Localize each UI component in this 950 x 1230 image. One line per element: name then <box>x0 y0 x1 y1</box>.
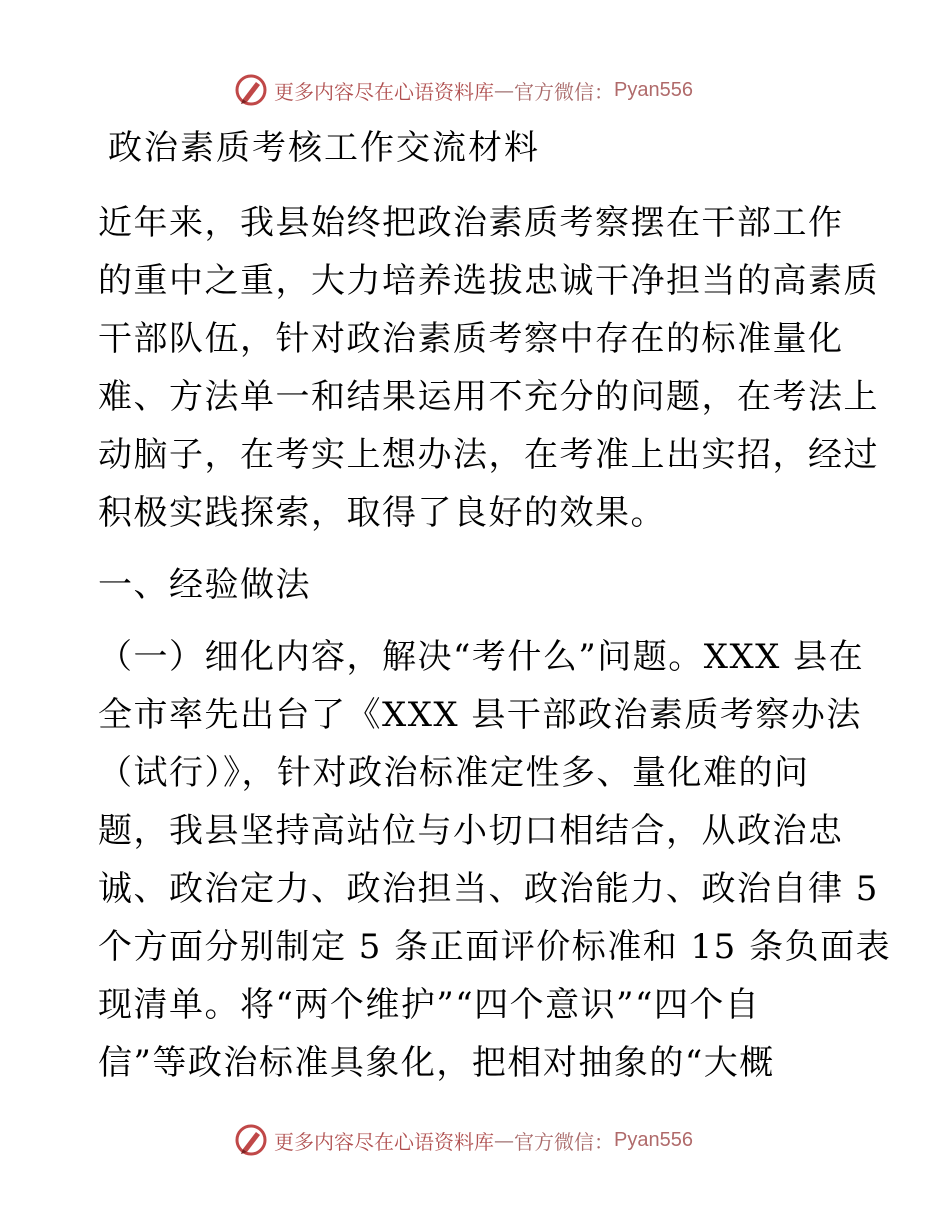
text-line: 诚、政治定力、政治担当、政治能力、政治自律 5 <box>98 869 879 909</box>
text-line: 难、方法单一和结果运用不充分的问题，在考法上 <box>98 377 879 417</box>
text-line: 动脑子，在考实上想办法，在考准上出实招，经过 <box>98 435 879 475</box>
text-line: （一）细化内容，解决“考什么”问题。XXX 县在 <box>98 637 865 677</box>
text-line: 的重中之重，大力培养选拔忠诚干净担当的高素质 <box>98 261 879 301</box>
paragraph-intro <box>98 194 879 542</box>
watermark-label: 官方微信： <box>514 79 614 104</box>
section-heading: 一、经验做法 <box>98 565 311 605</box>
watermark-label: 官方微信： <box>514 1129 614 1154</box>
watermark-main-text: 更多内容尽在心语资料库 <box>274 1129 494 1154</box>
paragraph-section-1 <box>98 628 892 1092</box>
document-body <box>98 120 892 1092</box>
text-line: 现清单。将“两个维护”“四个意识”“四个自 <box>98 985 761 1025</box>
watermark-wechat-id: Pyan556 <box>614 78 693 101</box>
watermark-header <box>234 72 693 108</box>
pen-logo-icon <box>234 73 268 107</box>
text-line: 积极实践探索，取得了良好的效果。 <box>98 493 666 533</box>
text-line: 信”等政治标准具象化，把相对抽象的“大概 <box>98 1043 775 1083</box>
text-line: 全市率先出台了《XXX 县干部政治素质考察办法 <box>98 695 862 735</box>
text-line: 题，我县坚持高站位与小切口相结合，从政治忠 <box>98 811 844 851</box>
watermark-wechat-id: Pyan556 <box>614 1128 693 1151</box>
document-title: 政治素质考核工作交流材料 <box>108 128 540 168</box>
pen-logo-icon <box>234 1123 268 1157</box>
watermark-main-text: 更多内容尽在心语资料库 <box>274 79 494 104</box>
text-line: 个方面分别制定 5 条正面评价标准和 15 条负面表 <box>98 927 892 967</box>
watermark-footer <box>234 1122 693 1158</box>
text-line: 干部队伍，针对政治素质考察中存在的标准量化 <box>98 319 844 359</box>
text-line: 近年来，我县始终把政治素质考察摆在干部工作 <box>98 203 844 243</box>
watermark-dash: — <box>494 78 514 102</box>
watermark-dash: — <box>494 1128 514 1152</box>
text-line: （试行）》，针对政治标准定性多、量化难的问 <box>98 753 810 793</box>
